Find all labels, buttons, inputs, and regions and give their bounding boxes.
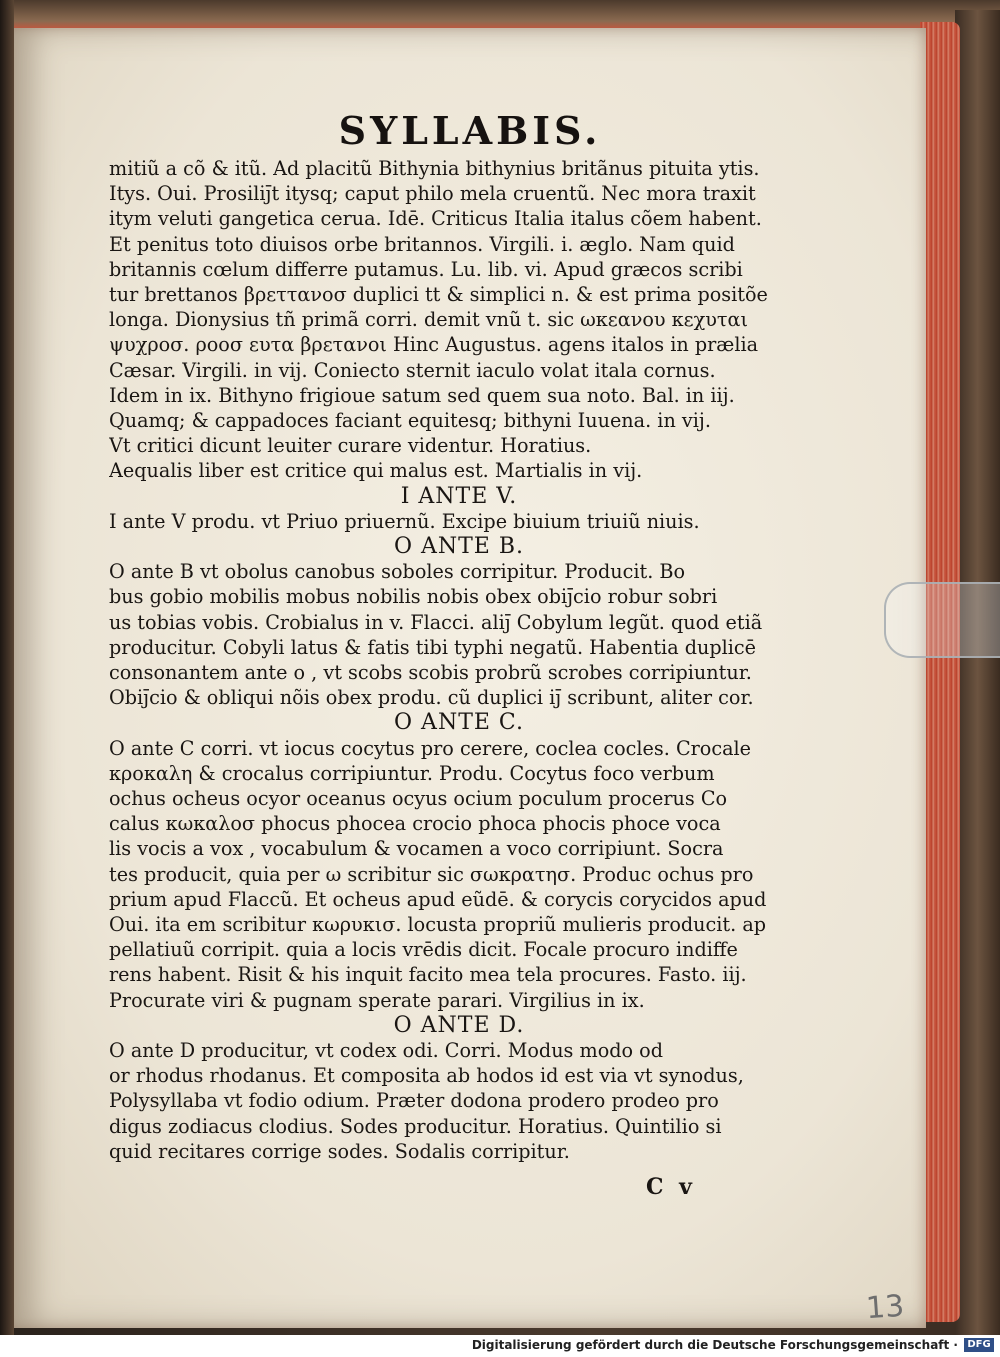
text-line: ψυχροσ. ροοσ ευτα βρετανοι Hinc Augustus. agens italos in prælia	[109, 333, 759, 357]
text-line: Oui. ita em scribitur κωρυκισ. locusta propriũ mulieris producit. ap	[109, 913, 767, 937]
signature-mark: C v	[646, 1174, 696, 1200]
red-page-edges	[920, 22, 960, 1322]
text-line: Polysyllaba vt fodio odium. Præter dodona prodero prodeo pro	[109, 1089, 719, 1113]
section-heading: O ANTE C.	[394, 710, 524, 736]
text-line: Vt critici dicunt leuiter curare videntur. Horatius.	[109, 434, 592, 458]
text-line: Itys. Oui. Prosilij̄t itysq; caput philo mela cruentũ. Nec mora traxit	[109, 182, 756, 206]
digitization-footer	[0, 1335, 1000, 1357]
book-cover-right	[955, 10, 1000, 1335]
text-line: κροκαλη & crocalus corripiuntur. Produ. Cocytus foco verbum	[109, 761, 715, 785]
text-line: britannis cœlum differre putamus. Lu. lib. vi. Apud græcos scribi	[109, 257, 743, 281]
body-text	[109, 156, 809, 1164]
text-line: us tobias vobis. Crobialus in v. Flacci. alij̄ Cobylum legũt. quod etiã	[109, 610, 763, 634]
section-heading: O ANTE B.	[393, 534, 525, 560]
text-line: consonantem ante o , vt scobs scobis probrũ scrobes corripiuntur.	[109, 661, 752, 685]
text-line: bus gobio mobilis mobus nobilis nobis obex obij̄cio robur sobri	[109, 585, 718, 609]
text-line: longa. Dionysius tñ primã corri. demit vnũ t. sic ωκεανου κεχυται	[109, 308, 748, 332]
text-line: O ante D producitur, vt codex odi. Corri. Modus modo od	[109, 1039, 664, 1063]
text-line: prium apud Flaccũ. Et ocheus apud eũdē. & corycis corycidos apud	[109, 887, 767, 911]
text-line: mitiũ a cõ & itũ. Ad placitũ Bithynia bithynius britãnus pituita ytis.	[109, 157, 760, 180]
text-line: Idem in ix. Bithyno frigioue satum sed quem sua noto. Bal. in iij.	[109, 383, 735, 407]
text-line: O ante C corri. vt iocus cocytus pro cerere, coclea cocles. Crocale	[109, 736, 752, 760]
page-leaf	[14, 28, 926, 1328]
text-line: itym veluti gangetica cerua. Idē. Criticus Italia italus cõem habent.	[109, 207, 762, 231]
text-line: I ante V produ. vt Priuo priuernũ. Excipe biuium triuiũ niuis.	[109, 509, 700, 533]
folio-number: 13	[864, 1288, 906, 1327]
text-line: rens habent. Risit & his inquit facito mea tela procures. Fasto. iij.	[109, 963, 747, 987]
dfg-logo: DFG	[964, 1338, 994, 1352]
section-heading: O ANTE D.	[393, 1012, 525, 1038]
text-line: Quamq; & cappadoces faciant equitesq; bithyni Iuuena. in vij.	[109, 409, 711, 433]
book-gutter	[0, 0, 14, 1335]
section-heading: I ANTE V.	[400, 483, 518, 509]
text-line: Cæsar. Virgili. in vij. Coniecto sternit iaculo volat itala cornus.	[109, 358, 716, 382]
text-line: calus κωκαλοσ phocus phocea crocio phoca phocis phoce voca	[109, 812, 721, 836]
text-line: Obij̄cio & obliqui nõis obex produ. cũ duplici ij̄ scribunt, aliter cor.	[109, 686, 754, 710]
text-line: quid recitares corrige sodes. Sodalis corripitur.	[109, 1139, 570, 1163]
text-line: lis vocis a vox , vocabulum & vocamen a voco corripiunt. Socra	[109, 837, 724, 861]
running-head: SYLLABIS.	[338, 108, 602, 153]
page-clip	[884, 582, 1000, 658]
text-line: O ante B vt obolus canobus soboles corripitur. Producit. Bo	[109, 560, 686, 584]
text-line: producitur. Cobyli latus & fatis tibi typhi negatũ. Habentia duplicē	[109, 635, 757, 659]
footer-credit: Digitalisierung gefördert durch die Deutsche Forschungsgemeinschaft ·	[471, 1338, 958, 1352]
text-line: ochus ocheus ocyor oceanus ocyus ocium poculum procerus Co	[109, 787, 728, 811]
book-top-edge	[10, 0, 1000, 30]
text-line: Aequalis liber est critice qui malus est. Martialis in vij.	[109, 459, 643, 483]
text-line: tur brettanos βρεττανοσ duplici tt & simplici n. & est prima positõe	[109, 283, 768, 307]
text-line: or rhodus rhodanus. Et composita ab hodos id est via vt synodus,	[109, 1064, 744, 1088]
text-line: pellatiuũ corripit. quia a locis vrēdis dicit. Focale procuro indiffe	[109, 938, 738, 962]
text-line: Procurate viri & pugnam sperate parari. Virgilius in ix.	[109, 988, 645, 1012]
text-line: tes producit, quia per ω scribitur sic σωκρατησ. Produc ochus pro	[109, 862, 754, 886]
text-line: digus zodiacus clodius. Sodes producitur. Horatius. Quintilio si	[109, 1114, 722, 1138]
text-line: Et penitus toto diuisos orbe britannos. Virgili. i. æglo. Nam quid	[109, 232, 735, 256]
